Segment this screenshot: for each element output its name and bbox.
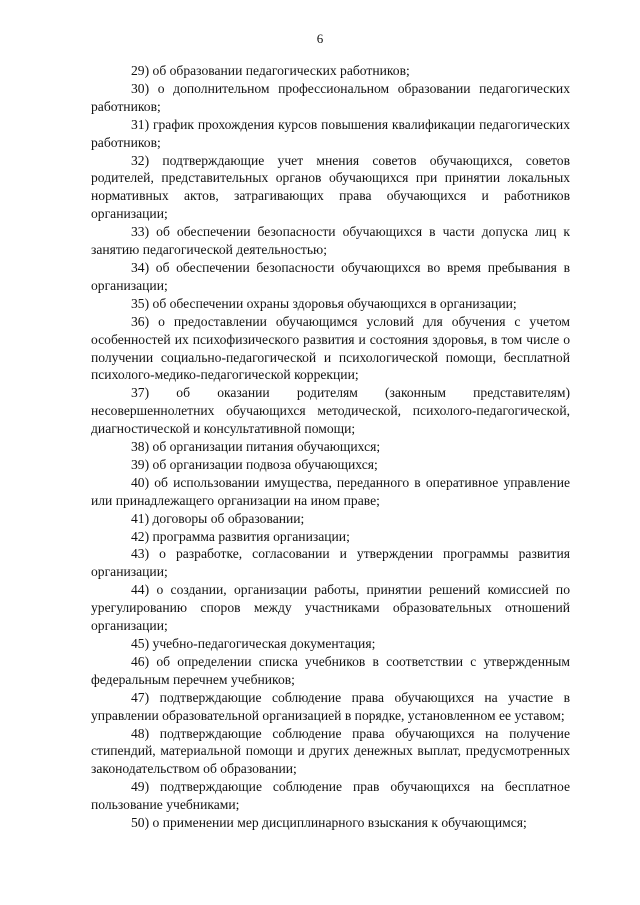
list-item-37: 37) об оказании родителям (законным представителям) несовершеннолетних обучающихся методической, психолого-педагогической, диагностической и консультативной помощи; bbox=[91, 385, 570, 437]
list-item-44: 44) о создании, организации работы, принятии решений комиссией по урегулированию споров между участниками образовательных отношений организации; bbox=[91, 582, 570, 634]
list-item-34: 34) об обеспечении безопасности обучающихся во время пребывания в организации; bbox=[91, 259, 570, 293]
list-item-40: 40) об использовании имущества, переданного в оперативное управление или принадлежащего организации на ином праве; bbox=[91, 474, 570, 508]
list-item-36: 36) о предоставлении обучающимся условий для обучения с учетом особенностей их психофизического развития и состояния здоровья, в том числе о получении социально-педагогической и психологической помощи, бесплатной психолого-медико-педагогической коррекции; bbox=[91, 313, 570, 383]
list-item-46: 46) об определении списка учебников в соответствии с утвержденным федеральным перечнем учебников; bbox=[91, 653, 570, 687]
list-item-32: 32) подтверждающие учет мнения советов обучающихся, советов родителей, представительных органов обучающихся при принятии локальных нормативных актов, затрагивающих права обучающихся и работников организации; bbox=[91, 152, 570, 222]
list-item-45: 45) учебно-педагогическая документация; bbox=[131, 636, 376, 651]
list-item-39: 39) об организации подвоза обучающихся; bbox=[131, 456, 378, 472]
list-item-29: 29) об образовании педагогических работников; bbox=[131, 63, 410, 78]
list-item-48: 48) подтверждающие соблюдение права обучающихся на получение стипендий, материальной помощи и других денежных выплат, предусмотренных законодательством об образовании; bbox=[91, 725, 570, 777]
list-item-35: 35) об обеспечении охраны здоровья обучающихся в организации; bbox=[131, 295, 517, 311]
list-item-38: 38) об организации питания обучающихся; bbox=[131, 439, 381, 455]
list-item-31: 31) график прохождения курсов повышения квалификации педагогических работников; bbox=[91, 116, 570, 150]
list-item-30: 30) о дополнительном профессиональном образовании педагогических работников; bbox=[91, 80, 570, 114]
list-item-47: 47) подтверждающие соблюдение права обучающихся на участие в управлении образовательной организацией в порядке, установленном ее уставом; bbox=[91, 689, 570, 723]
list-item-33: 33) об обеспечении безопасности обучающихся в части допуска лиц к занятию педагогической деятельностью; bbox=[91, 224, 570, 258]
page-number: 6 bbox=[316, 31, 324, 46]
list-item-50: 50) о применении мер дисциплинарного взыскания к обучающимся; bbox=[131, 815, 527, 831]
list-item-42: 42) программа развития организации; bbox=[131, 528, 350, 544]
document-body bbox=[91, 62, 570, 832]
list-item-43: 43) о разработке, согласовании и утверждении программы развития организации; bbox=[91, 546, 570, 580]
list-item-41: 41) договоры об образовании; bbox=[131, 510, 305, 526]
list-item-49: 49) подтверждающие соблюдение прав обучающихся на бесплатное пользование учебниками; bbox=[91, 779, 570, 813]
